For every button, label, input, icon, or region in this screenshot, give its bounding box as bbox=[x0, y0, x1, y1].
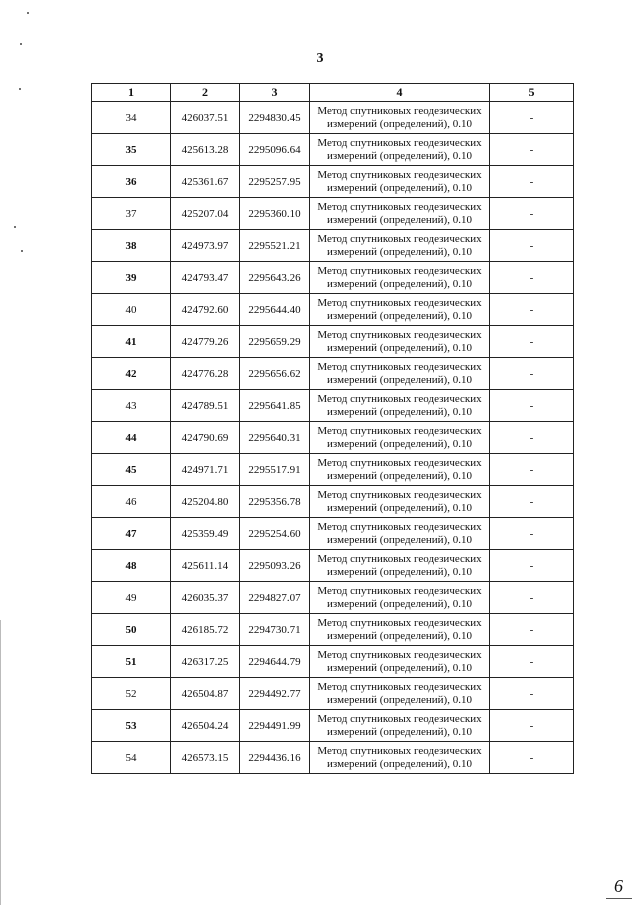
margin-dot bbox=[20, 43, 22, 45]
x-coordinate-cell: 424973.97 bbox=[171, 230, 240, 262]
method-line-1: Метод спутниковых геодезических bbox=[317, 392, 482, 405]
y-coordinate-cell: 2294436.16 bbox=[240, 742, 310, 774]
method-line-1: Метод спутниковых геодезических bbox=[317, 424, 482, 437]
x-coordinate-cell: 425207.04 bbox=[171, 198, 240, 230]
method-cell bbox=[310, 614, 490, 646]
point-number-cell: 52 bbox=[92, 678, 171, 710]
table-row bbox=[92, 390, 574, 422]
note-cell: - bbox=[490, 486, 574, 518]
method-line-1: Метод спутниковых геодезических bbox=[317, 648, 482, 661]
table-header-row bbox=[92, 84, 574, 102]
y-coordinate-cell: 2295644.40 bbox=[240, 294, 310, 326]
method-line-2: измерений (определений), 0.10 bbox=[327, 629, 472, 642]
note-cell: - bbox=[490, 326, 574, 358]
table-row bbox=[92, 198, 574, 230]
method-line-2: измерений (определений), 0.10 bbox=[327, 405, 472, 418]
method-line-1: Метод спутниковых геодезических bbox=[317, 104, 482, 117]
method-line-2: измерений (определений), 0.10 bbox=[327, 565, 472, 578]
x-coordinate-cell: 424790.69 bbox=[171, 422, 240, 454]
x-coordinate-cell: 424793.47 bbox=[171, 262, 240, 294]
note-cell: - bbox=[490, 742, 574, 774]
x-coordinate-cell: 426504.24 bbox=[171, 710, 240, 742]
x-coordinate-cell: 426573.15 bbox=[171, 742, 240, 774]
method-line-1: Метод спутниковых геодезических bbox=[317, 136, 482, 149]
method-line-2: измерений (определений), 0.10 bbox=[327, 245, 472, 258]
method-line-2: измерений (определений), 0.10 bbox=[327, 181, 472, 194]
method-line-2: измерений (определений), 0.10 bbox=[327, 117, 472, 130]
table-row bbox=[92, 454, 574, 486]
note-cell: - bbox=[490, 102, 574, 134]
method-line-2: измерений (определений), 0.10 bbox=[327, 597, 472, 610]
note-cell: - bbox=[490, 646, 574, 678]
x-coordinate-cell: 424779.26 bbox=[171, 326, 240, 358]
y-coordinate-cell: 2295257.95 bbox=[240, 166, 310, 198]
margin-dot bbox=[27, 12, 29, 14]
note-cell: - bbox=[490, 390, 574, 422]
method-line-2: измерений (определений), 0.10 bbox=[327, 341, 472, 354]
method-line-2: измерений (определений), 0.10 bbox=[327, 757, 472, 770]
method-cell bbox=[310, 262, 490, 294]
point-number-cell: 48 bbox=[92, 550, 171, 582]
table-row bbox=[92, 422, 574, 454]
method-line-1: Метод спутниковых геодезических bbox=[317, 744, 482, 757]
y-coordinate-cell: 2295093.26 bbox=[240, 550, 310, 582]
method-cell bbox=[310, 454, 490, 486]
method-line-1: Метод спутниковых геодезических bbox=[317, 488, 482, 501]
table-row bbox=[92, 614, 574, 646]
method-cell bbox=[310, 422, 490, 454]
method-line-2: измерений (определений), 0.10 bbox=[327, 533, 472, 546]
y-coordinate-cell: 2295360.10 bbox=[240, 198, 310, 230]
x-coordinate-cell: 425204.80 bbox=[171, 486, 240, 518]
margin-dot bbox=[14, 226, 16, 228]
method-line-1: Метод спутниковых геодезических bbox=[317, 232, 482, 245]
point-number-cell: 54 bbox=[92, 742, 171, 774]
method-line-1: Метод спутниковых геодезических bbox=[317, 328, 482, 341]
note-cell: - bbox=[490, 294, 574, 326]
note-cell: - bbox=[490, 262, 574, 294]
point-number-cell: 40 bbox=[92, 294, 171, 326]
y-coordinate-cell: 2294730.71 bbox=[240, 614, 310, 646]
y-coordinate-cell: 2295640.31 bbox=[240, 422, 310, 454]
x-coordinate-cell: 425359.49 bbox=[171, 518, 240, 550]
y-coordinate-cell: 2295254.60 bbox=[240, 518, 310, 550]
method-line-1: Метод спутниковых геодезических bbox=[317, 712, 482, 725]
point-number-cell: 47 bbox=[92, 518, 171, 550]
method-cell bbox=[310, 294, 490, 326]
method-cell bbox=[310, 678, 490, 710]
y-coordinate-cell: 2295656.62 bbox=[240, 358, 310, 390]
y-coordinate-cell: 2295517.91 bbox=[240, 454, 310, 486]
column-header: 3 bbox=[240, 84, 310, 102]
method-line-2: измерений (определений), 0.10 bbox=[327, 213, 472, 226]
point-number-cell: 42 bbox=[92, 358, 171, 390]
point-number-cell: 37 bbox=[92, 198, 171, 230]
y-coordinate-cell: 2295521.21 bbox=[240, 230, 310, 262]
table-row bbox=[92, 102, 574, 134]
x-coordinate-cell: 426317.25 bbox=[171, 646, 240, 678]
point-number-cell: 43 bbox=[92, 390, 171, 422]
table-row bbox=[92, 134, 574, 166]
handwritten-page-mark: 6 bbox=[614, 876, 623, 896]
method-cell bbox=[310, 486, 490, 518]
note-cell: - bbox=[490, 582, 574, 614]
method-line-2: измерений (определений), 0.10 bbox=[327, 501, 472, 514]
column-header: 2 bbox=[171, 84, 240, 102]
method-line-2: измерений (определений), 0.10 bbox=[327, 469, 472, 482]
y-coordinate-cell: 2295641.85 bbox=[240, 390, 310, 422]
note-cell: - bbox=[490, 134, 574, 166]
table-row bbox=[92, 742, 574, 774]
note-cell: - bbox=[490, 710, 574, 742]
x-coordinate-cell: 424789.51 bbox=[171, 390, 240, 422]
point-number-cell: 35 bbox=[92, 134, 171, 166]
y-coordinate-cell: 2294830.45 bbox=[240, 102, 310, 134]
point-number-cell: 45 bbox=[92, 454, 171, 486]
method-line-2: измерений (определений), 0.10 bbox=[327, 661, 472, 674]
point-number-cell: 49 bbox=[92, 582, 171, 614]
point-number-cell: 46 bbox=[92, 486, 171, 518]
y-coordinate-cell: 2295643.26 bbox=[240, 262, 310, 294]
method-line-2: измерений (определений), 0.10 bbox=[327, 725, 472, 738]
coordinates-table bbox=[91, 83, 574, 774]
note-cell: - bbox=[490, 678, 574, 710]
x-coordinate-cell: 424776.28 bbox=[171, 358, 240, 390]
method-line-2: измерений (определений), 0.10 bbox=[327, 277, 472, 290]
method-line-1: Метод спутниковых геодезических bbox=[317, 264, 482, 277]
method-cell bbox=[310, 134, 490, 166]
note-cell: - bbox=[490, 614, 574, 646]
method-line-2: измерений (определений), 0.10 bbox=[327, 437, 472, 450]
x-coordinate-cell: 426504.87 bbox=[171, 678, 240, 710]
method-cell bbox=[310, 550, 490, 582]
note-cell: - bbox=[490, 358, 574, 390]
point-number-cell: 51 bbox=[92, 646, 171, 678]
table-row bbox=[92, 486, 574, 518]
method-line-1: Метод спутниковых геодезических bbox=[317, 168, 482, 181]
method-cell bbox=[310, 710, 490, 742]
note-cell: - bbox=[490, 230, 574, 262]
table-row bbox=[92, 166, 574, 198]
note-cell: - bbox=[490, 550, 574, 582]
point-number-cell: 44 bbox=[92, 422, 171, 454]
y-coordinate-cell: 2295356.78 bbox=[240, 486, 310, 518]
method-line-1: Метод спутниковых геодезических bbox=[317, 616, 482, 629]
x-coordinate-cell: 426185.72 bbox=[171, 614, 240, 646]
note-cell: - bbox=[490, 198, 574, 230]
x-coordinate-cell: 425613.28 bbox=[171, 134, 240, 166]
y-coordinate-cell: 2294644.79 bbox=[240, 646, 310, 678]
table-row bbox=[92, 262, 574, 294]
y-coordinate-cell: 2294491.99 bbox=[240, 710, 310, 742]
method-cell bbox=[310, 198, 490, 230]
table-row bbox=[92, 678, 574, 710]
x-coordinate-cell: 424971.71 bbox=[171, 454, 240, 486]
y-coordinate-cell: 2295659.29 bbox=[240, 326, 310, 358]
method-cell bbox=[310, 230, 490, 262]
note-cell: - bbox=[490, 166, 574, 198]
point-number-cell: 38 bbox=[92, 230, 171, 262]
table-row bbox=[92, 582, 574, 614]
table-row bbox=[92, 550, 574, 582]
method-line-1: Метод спутниковых геодезических bbox=[317, 296, 482, 309]
point-number-cell: 34 bbox=[92, 102, 171, 134]
method-cell bbox=[310, 742, 490, 774]
table-row bbox=[92, 710, 574, 742]
method-line-1: Метод спутниковых геодезических bbox=[317, 520, 482, 533]
point-number-cell: 39 bbox=[92, 262, 171, 294]
table-row bbox=[92, 326, 574, 358]
method-line-1: Метод спутниковых геодезических bbox=[317, 680, 482, 693]
column-header: 5 bbox=[490, 84, 574, 102]
margin-dot bbox=[21, 250, 23, 252]
method-line-1: Метод спутниковых геодезических bbox=[317, 584, 482, 597]
table-row bbox=[92, 230, 574, 262]
method-cell bbox=[310, 518, 490, 550]
scan-edge bbox=[0, 620, 1, 905]
method-cell bbox=[310, 326, 490, 358]
method-line-2: измерений (определений), 0.10 bbox=[327, 149, 472, 162]
method-line-2: измерений (определений), 0.10 bbox=[327, 693, 472, 706]
x-coordinate-cell: 424792.60 bbox=[171, 294, 240, 326]
x-coordinate-cell: 426037.51 bbox=[171, 102, 240, 134]
page-number: 3 bbox=[316, 51, 324, 66]
table-row bbox=[92, 646, 574, 678]
point-number-cell: 36 bbox=[92, 166, 171, 198]
method-cell bbox=[310, 390, 490, 422]
method-line-1: Метод спутниковых геодезических bbox=[317, 552, 482, 565]
y-coordinate-cell: 2295096.64 bbox=[240, 134, 310, 166]
signature-underline bbox=[606, 898, 632, 899]
point-number-cell: 53 bbox=[92, 710, 171, 742]
note-cell: - bbox=[490, 422, 574, 454]
x-coordinate-cell: 425611.14 bbox=[171, 550, 240, 582]
y-coordinate-cell: 2294492.77 bbox=[240, 678, 310, 710]
note-cell: - bbox=[490, 454, 574, 486]
point-number-cell: 41 bbox=[92, 326, 171, 358]
table-row bbox=[92, 294, 574, 326]
method-cell bbox=[310, 646, 490, 678]
table-row bbox=[92, 518, 574, 550]
method-line-1: Метод спутниковых геодезических bbox=[317, 200, 482, 213]
x-coordinate-cell: 426035.37 bbox=[171, 582, 240, 614]
note-cell: - bbox=[490, 518, 574, 550]
table-row bbox=[92, 358, 574, 390]
x-coordinate-cell: 425361.67 bbox=[171, 166, 240, 198]
margin-dot bbox=[19, 88, 21, 90]
method-cell bbox=[310, 166, 490, 198]
method-cell bbox=[310, 358, 490, 390]
method-line-1: Метод спутниковых геодезических bbox=[317, 360, 482, 373]
y-coordinate-cell: 2294827.07 bbox=[240, 582, 310, 614]
point-number-cell: 50 bbox=[92, 614, 171, 646]
method-cell bbox=[310, 582, 490, 614]
column-header: 4 bbox=[310, 84, 490, 102]
method-cell bbox=[310, 102, 490, 134]
column-header: 1 bbox=[92, 84, 171, 102]
method-line-2: измерений (определений), 0.10 bbox=[327, 373, 472, 386]
method-line-1: Метод спутниковых геодезических bbox=[317, 456, 482, 469]
method-line-2: измерений (определений), 0.10 bbox=[327, 309, 472, 322]
